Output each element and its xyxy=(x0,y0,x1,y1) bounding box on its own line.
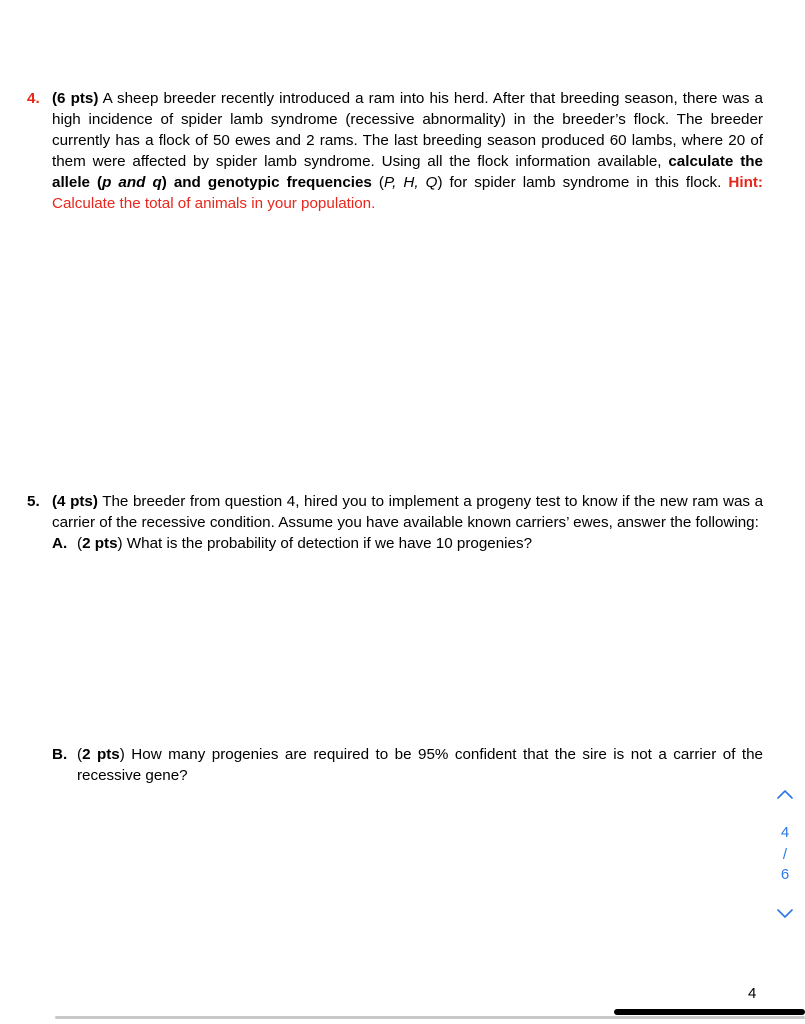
points-label: 2 pts xyxy=(82,535,118,552)
part-text: What is the probability of detection if we have 10 progenies? xyxy=(122,535,533,552)
paren: ( xyxy=(77,535,83,552)
question-number: 4. xyxy=(27,90,40,107)
horizontal-scrollbar-track[interactable] xyxy=(55,1016,805,1019)
hint-text: Calculate the total of animals in your population. xyxy=(52,195,376,212)
part-letter: B. xyxy=(52,746,68,763)
horizontal-scrollbar-thumb[interactable] xyxy=(614,1009,805,1015)
total-pages: 6 xyxy=(780,866,790,883)
chevron-down-icon[interactable] xyxy=(770,904,800,924)
chevron-up-icon[interactable] xyxy=(770,784,800,804)
paren: ( xyxy=(77,746,83,763)
page-separator: / xyxy=(782,846,788,863)
italic-variables: P, H, Q xyxy=(383,174,438,191)
part-b xyxy=(52,744,763,786)
question-4 xyxy=(27,88,763,214)
points-label: (6 pts) xyxy=(52,90,99,107)
part-a-body xyxy=(77,533,763,554)
paren: ) xyxy=(117,535,123,552)
part-b-body xyxy=(77,744,763,786)
points-label: (4 pts) xyxy=(52,493,98,510)
question-text: A sheep breeder recently introduced a ram into his herd. After that breeding season, there was a high incidence of spider lamb syndrome (recessive abnormality) in the breeder’s flock. The breeder currently has a flock of 50 ewes and 2 rams. The last breeding season produced 60 lambs, where 20 of them were affected by spider lamb syndrome. Using all the flock information available, xyxy=(52,90,763,170)
question-body xyxy=(52,88,763,214)
question-body xyxy=(52,491,763,533)
part-text: How many progenies are required to be 95% confident that the sire is not a carrier of the recessive gene? xyxy=(77,746,763,784)
part-a xyxy=(52,533,763,554)
question-text: ) for spider lamb syndrome in this flock. xyxy=(437,174,729,191)
part-letter: A. xyxy=(52,535,68,552)
paren: ) xyxy=(119,746,125,763)
question-5 xyxy=(27,491,763,554)
question-text: ( xyxy=(371,174,384,191)
question-number: 5. xyxy=(27,493,40,510)
hint-label: Hint: xyxy=(728,174,763,191)
italic-variables: p and q xyxy=(102,174,162,191)
question-text: The breeder from question 4, hired you to implement a progeny test to know if the new ram was a carrier of the recessive condition. Assume you have available known carriers’ ewes, answer the following: xyxy=(52,493,764,531)
footer-page-number: 4 xyxy=(748,985,757,1002)
current-page: 4 xyxy=(780,824,790,841)
bold-text: ) and genotypic frequencies xyxy=(161,174,372,191)
points-label: 2 pts xyxy=(82,746,120,763)
page-navigator xyxy=(770,784,800,924)
bold-text: calculate the allele ( xyxy=(52,153,763,191)
